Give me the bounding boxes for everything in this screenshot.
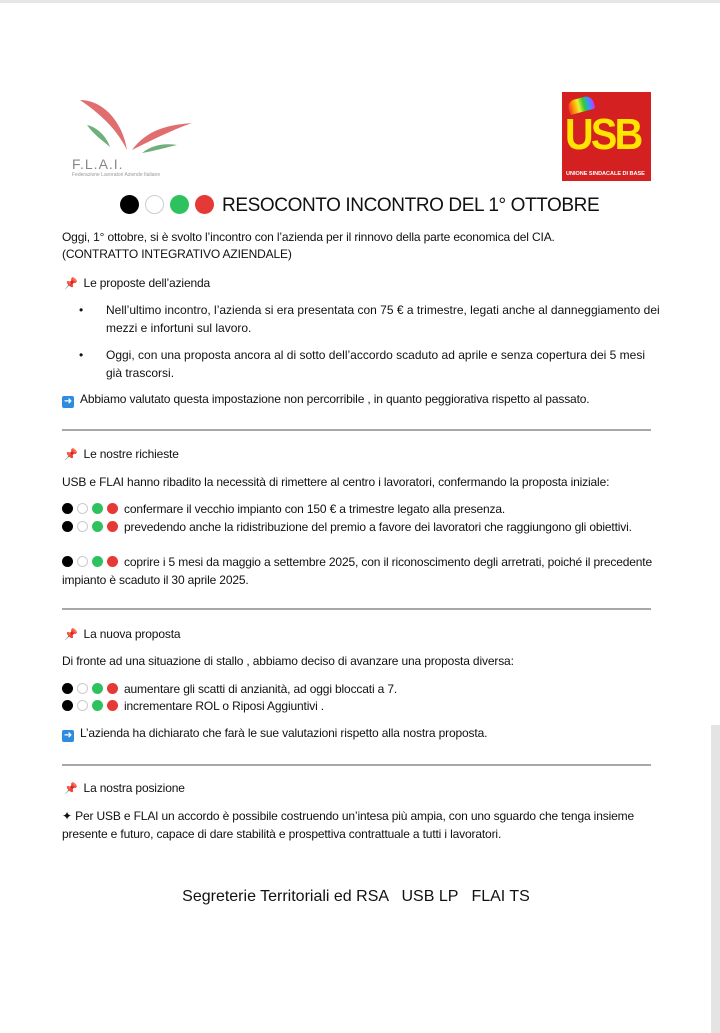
color-dots-icon — [120, 195, 214, 214]
flai-logo — [72, 95, 197, 180]
section-paragraph: USB e FLAI hanno ribadito la necessità di rimettere al centro i lavoratori, confermando la proposta iniziale: — [62, 475, 610, 489]
black-circle-icon — [62, 556, 73, 567]
color-dots-icon — [62, 521, 118, 532]
title-text: RESOCONTO INCONTRO DEL 1° OTTOBRE — [222, 195, 600, 216]
white-circle-icon — [77, 521, 88, 532]
section-heading: Le proposte dell’azienda — [83, 276, 211, 290]
item-text: coprire i 5 mesi da maggio a settembre 2025, con il riconoscimento degli arretrati, poiché il precedente impianto è scaduto il 30 aprile 2025. — [62, 555, 653, 587]
item-text: • Nell’ultimo incontro, l’azienda si era presentata con 75 € a trimestre, legati anche al danneggiamento dei mezzi e infortuni sul lavoro. — [106, 303, 660, 335]
black-circle-icon — [62, 683, 73, 694]
flai-subtitle: Federazione Lavoratori Aziende Italiane — [72, 172, 161, 178]
section-note: Abbiamo valutato questa impostazione non percorribile , in quanto peggiorativa rispetto al passato. — [80, 392, 590, 406]
white-circle-icon — [77, 556, 88, 567]
scrollbar[interactable] — [711, 725, 720, 1033]
section-heading: La nuova proposta — [83, 627, 181, 641]
white-circle-icon — [77, 700, 88, 711]
black-circle-icon — [120, 195, 139, 214]
usb-logo — [562, 92, 651, 181]
flai-text: F.L.A.I. — [72, 156, 124, 172]
intro-line: (CONTRATTO INTEGRATIVO AZIENDALE) — [62, 247, 292, 261]
item-text: aumentare gli scatti di anzianità, ad oggi bloccati a 7. — [124, 682, 398, 696]
list-item — [62, 698, 662, 716]
color-dots-icon — [62, 700, 118, 711]
list-item — [62, 501, 662, 519]
item-text: • Oggi, con una proposta ancora al di sotto dell’accordo scaduto ad aprile e senza copertura dei 5 mesi già trascorsi. — [106, 348, 645, 380]
section-heading: La nostra posizione — [83, 781, 185, 795]
green-circle-icon — [92, 700, 103, 711]
section-paragraph: Di fronte ad una situazione di stallo , abbiamo deciso di avanzare una proposta diversa: — [62, 654, 514, 668]
usb-text: USB — [565, 110, 641, 159]
section-paragraph: ✦ Per USB e FLAI un accordo è possibile costruendo un’intesa più ampia, con uno sguardo che tenga insieme presente e futuro, capace di dare stabilità e prospettiva contrattuale a tutti i lavoratori. — [62, 809, 634, 841]
item-text: confermare il vecchio impianto con 150 € a trimestre legato alla presenza. — [124, 502, 506, 516]
white-circle-icon — [77, 683, 88, 694]
red-circle-icon — [107, 521, 118, 532]
divider — [62, 764, 651, 766]
green-circle-icon — [92, 683, 103, 694]
red-circle-icon — [107, 700, 118, 711]
red-circle-icon — [195, 195, 214, 214]
pushpin-icon: 📌 — [64, 449, 78, 461]
item-text: incrementare ROL o Riposi Aggiuntivi . — [124, 699, 324, 713]
section-heading: Le nostre richieste — [83, 447, 179, 461]
page-title — [120, 195, 599, 217]
green-circle-icon — [92, 503, 103, 514]
divider — [62, 608, 651, 610]
intro-line: Oggi, 1° ottobre, si è svolto l’incontro con l’azienda per il rinnovo della parte economica del CIA. — [62, 230, 555, 244]
list-item — [62, 519, 662, 537]
white-circle-icon — [77, 503, 88, 514]
green-circle-icon — [170, 195, 189, 214]
red-circle-icon — [107, 556, 118, 567]
green-circle-icon — [92, 521, 103, 532]
section-note: L’azienda ha dichiarato che farà le sue valutazioni rispetto alla nostra proposta. — [80, 726, 488, 740]
list-item — [92, 347, 662, 382]
item-text: prevedendo anche la ridistribuzione del premio a favore dei lavoratori che raggiungono gli obiettivi. — [124, 520, 632, 534]
white-circle-icon — [145, 195, 164, 214]
black-circle-icon — [62, 503, 73, 514]
list-item — [62, 554, 662, 589]
usb-subtitle: UNIONE SINDACALE DI BASE — [566, 171, 645, 177]
divider — [62, 429, 651, 431]
list-item — [62, 681, 662, 699]
red-circle-icon — [107, 683, 118, 694]
pushpin-icon: 📌 — [64, 629, 78, 641]
arrow-right-icon: ➜ — [63, 396, 73, 407]
color-dots-icon — [62, 503, 118, 514]
arrow-right-icon: ➜ — [63, 730, 73, 741]
red-circle-icon — [107, 503, 118, 514]
color-dots-icon — [62, 556, 118, 567]
pushpin-icon: 📌 — [64, 278, 78, 290]
flai-wings-icon — [72, 95, 197, 155]
list-item — [92, 302, 662, 337]
pushpin-icon: 📌 — [64, 783, 78, 795]
black-circle-icon — [62, 521, 73, 532]
black-circle-icon — [62, 700, 73, 711]
color-dots-icon — [62, 683, 118, 694]
signature-footer: Segreterie Territoriali ed RSA USB LP FLAI TS — [182, 888, 530, 905]
green-circle-icon — [92, 556, 103, 567]
